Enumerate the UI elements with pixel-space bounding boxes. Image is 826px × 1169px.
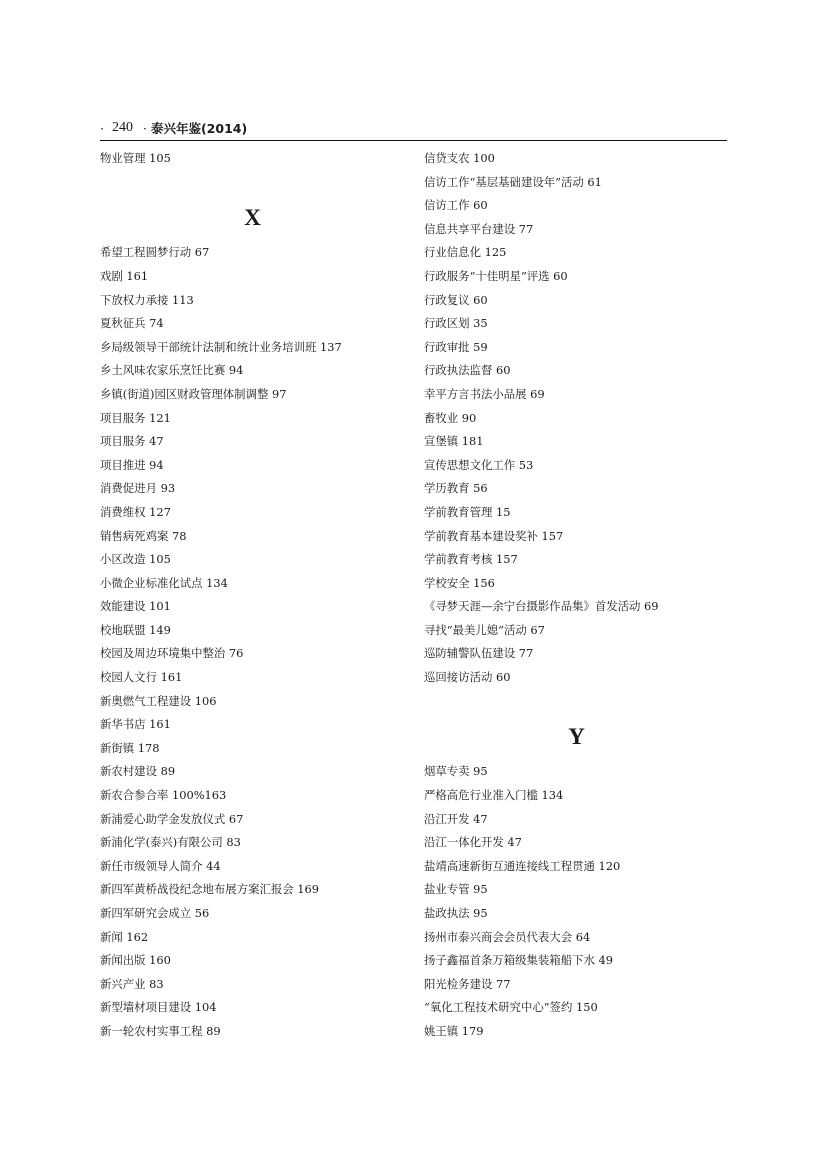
index-entry: 乡局级领导干部统计法制和统计业务培训班 137 (100, 339, 342, 354)
index-entry: 行政执法监督 60 (424, 363, 511, 378)
index-entry: 希望工程圆梦行动 67 (100, 245, 210, 260)
index-entry: 新闻出版 160 (100, 953, 171, 968)
index-entry: 幸平方言书法小品展 69 (424, 386, 545, 401)
running-header (100, 116, 727, 140)
index-entry: 烟草专卖 95 (424, 764, 488, 779)
index-entry: 沿江开发 47 (424, 811, 488, 826)
index-entry: 项目服务 47 (100, 434, 164, 449)
index-entry: 小微企业标准化试点 134 (100, 575, 228, 590)
index-entry: 新四军研究会成立 56 (100, 906, 210, 920)
x-entries-list (100, 241, 420, 1043)
index-entry: 盐政执法 95 (424, 906, 488, 920)
index-entry: 小区改造 105 (100, 552, 171, 567)
index-entry: 行政审批 59 (424, 339, 488, 354)
index-entry: 学前教育基本建设奖补 157 (424, 528, 564, 543)
index-entry: 畜牧业 90 (424, 410, 477, 425)
index-entry: 信访工作 60 (424, 198, 488, 213)
section-letter-y: Y (568, 724, 585, 750)
index-entry: 扬子鑫福首条万箱级集装箱船下水 49 (424, 953, 613, 968)
index-entry: 消费维权 127 (100, 504, 171, 519)
header-rule (100, 140, 727, 141)
index-entry: 宣传思想文化工作 53 (424, 457, 534, 472)
index-entry: 学前教育管理 15 (424, 504, 511, 519)
index-entry: 新华书店 161 (100, 717, 171, 732)
index-entry: 学前教育考核 157 (424, 552, 518, 567)
index-entry: 校园人文行 161 (100, 670, 183, 685)
index-entry: 新一轮农村实事工程 89 (100, 1023, 221, 1038)
index-entry: 信贷支农 100 (424, 151, 495, 165)
index-entry: 下放权力承接 113 (100, 292, 194, 307)
index-entry: 寻找“最美儿媳”活动 67 (424, 622, 545, 637)
index-entry: 夏秋征兵 74 (100, 316, 164, 331)
index-entry: 项目服务 121 (100, 410, 171, 425)
index-entry: 新奥燃气工程建设 106 (100, 693, 217, 708)
section-spacer (100, 171, 420, 195)
index-entry: 新型墙材项目建设 104 (100, 1000, 217, 1015)
index-entry: 巡防辅警队伍建设 77 (424, 646, 534, 661)
index-entry: 盐业专管 95 (424, 882, 488, 897)
index-entry: 学历教育 56 (424, 481, 488, 496)
index-entry: 行业信息化 125 (424, 245, 507, 260)
index-entry: 姚王镇 179 (424, 1023, 484, 1038)
index-entry: 销售病死鸡案 78 (100, 528, 187, 543)
index-entry: 新农合参合率 100%163 (100, 788, 227, 803)
index-entry: 校园及周边环境集中整治 76 (100, 646, 244, 661)
index-entry: “氧化工程技术研究中心”签约 150 (424, 1000, 598, 1015)
index-entry: 新浦爱心助学金发放仪式 67 (100, 811, 244, 826)
index-entry: 项目推进 94 (100, 457, 164, 472)
index-entry: 行政服务“十佳明星”评选 60 (424, 268, 568, 283)
top-entries-list (100, 147, 420, 171)
book-title: 泰兴年鉴(2014) (150, 121, 248, 136)
index-entry: 扬州市泰兴商会会员代表大会 64 (424, 929, 591, 944)
index-entry: 戏剧 161 (100, 268, 149, 283)
x-entries-continued-list (424, 147, 744, 690)
index-entry: 效能建设 101 (100, 599, 171, 614)
header-bullet: · (100, 120, 104, 136)
index-entry: 信息共享平台建设 77 (424, 221, 534, 236)
index-entry: 学校安全 156 (424, 575, 495, 590)
index-entry: 新浦化学(泰兴)有限公司 83 (100, 835, 241, 850)
index-entry: 盐靖高速新街互通连接线工程贯通 120 (424, 858, 621, 873)
index-entry: 严格高危行业准入门槛 134 (424, 788, 564, 803)
index-entry: 新兴产业 83 (100, 976, 164, 991)
index-entry: 新闻 162 (100, 929, 149, 944)
section-letter-x: X (244, 205, 261, 231)
index-column-right (424, 147, 744, 1044)
index-entry: 乡镇(街道)园区财政管理体制调整 97 (100, 386, 287, 401)
title-bullet: · (142, 120, 147, 136)
index-entry: 阳光检务建设 77 (424, 976, 511, 991)
page-number: 240 (111, 120, 133, 135)
index-entry: 乡土风味农家乐烹饪比赛 94 (100, 363, 244, 378)
index-entry: 消费促进月 93 (100, 481, 176, 496)
index-entry: 《寻梦天涯—余宁台摄影作品集》首发活动 69 (424, 599, 659, 614)
index-entry: 行政区划 35 (424, 316, 488, 331)
index-entry: 新任市级领导人简介 44 (100, 858, 221, 873)
index-entry: 沿江一体化开发 47 (424, 835, 522, 850)
index-entry: 宣堡镇 181 (424, 434, 484, 449)
index-entry: 新四军黄桥战役纪念地布展方案汇报会 169 (100, 882, 320, 897)
index-entry: 物业管理 105 (100, 151, 171, 165)
y-entries-list (424, 760, 744, 1043)
index-entry: 信访工作“基层基础建设年”活动 61 (424, 174, 602, 189)
index-column-left (100, 147, 420, 1044)
index-entry: 新街镇 178 (100, 740, 160, 755)
index-entry: 新农村建设 89 (100, 764, 176, 779)
index-entry: 行政复议 60 (424, 292, 488, 307)
index-entry: 巡回接访活动 60 (424, 670, 511, 685)
index-entry: 校地联盟 149 (100, 622, 171, 637)
section-spacer (424, 690, 744, 714)
